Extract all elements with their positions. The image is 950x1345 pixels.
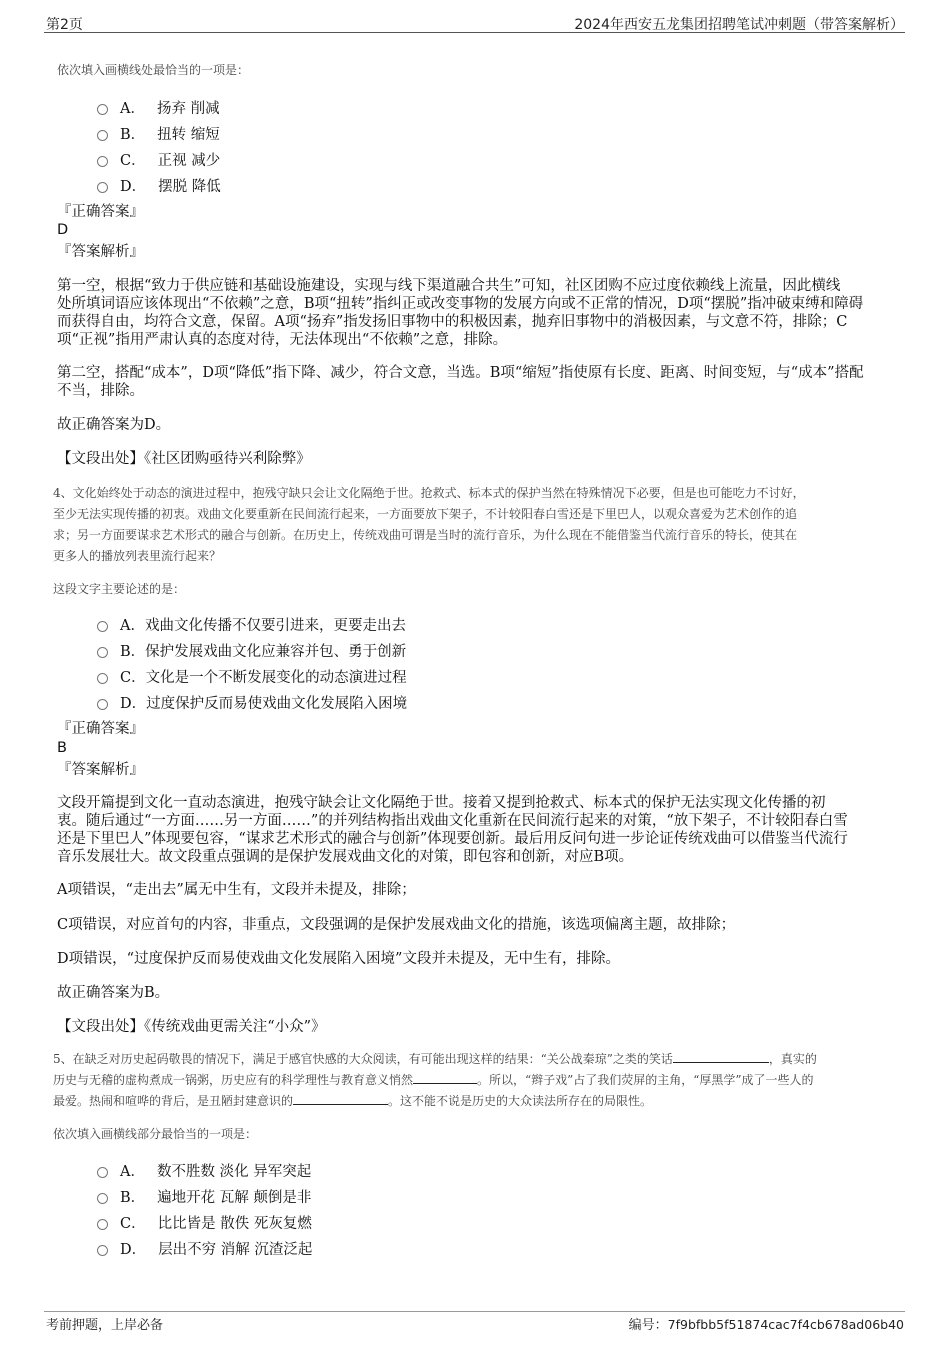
q4-option-d[interactable]: D． 过度保护反而易使戏曲文化发展陷入困境	[97, 692, 407, 713]
q4-answer-label: 『正确答案』	[57, 721, 144, 737]
footer-slogan: 考前押题，上岸必备	[46, 1318, 164, 1333]
q5-prompt: 依次填入画横线部分最恰当的一项是：	[53, 1127, 258, 1141]
answer-blank-1	[673, 1050, 769, 1063]
answer-blank-3	[293, 1092, 388, 1105]
q4-answer: B	[57, 740, 67, 756]
q4-analysis-para-1: 文段开篇提到文化一直动态演进，抱残守缺会让文化隔绝于世。接着又提到抢救式、标本式的保护无法实现文化传播的初 衷。随后通过“一方面……另一方面……”的并列结构指出戏曲文化重新在民间流行起来的对策，“放下架子，不计较阳春白雪 还是下里巴人”体现要包容，“谋求艺术形式的融合与创新”体现要创新。最后用反问句进一步论证传统戏曲可以借鉴当代流行 音乐发展壮大。故文段重点强调的是保护发展戏曲文化的对策，即包容和创新，对应B项。	[57, 795, 848, 865]
q3-conclusion: 故正确答案为D。	[57, 417, 171, 433]
q3-prompt: 依次填入画横线处最恰当的一项是：	[57, 63, 250, 77]
page-number: 第2页	[46, 17, 83, 33]
q4-analysis-c: C项错误，对应首句的内容，非重点，文段强调的是保护发展戏曲文化的措施，该选项偏离主题，故排除；	[57, 917, 736, 933]
radio-icon[interactable]	[97, 130, 108, 141]
q4-option-c[interactable]: C． 文化是一个不断发展变化的动态演进过程	[97, 666, 407, 687]
radio-icon[interactable]	[97, 647, 108, 658]
q3-answer-label: 『正确答案』	[57, 204, 144, 220]
radio-icon[interactable]	[97, 1167, 108, 1178]
q3-analysis-label: 『答案解析』	[57, 244, 144, 260]
q3-answer: D	[57, 222, 69, 238]
q3-option-a[interactable]: A． 扬弃 削减	[97, 97, 220, 118]
q5-option-a[interactable]: A． 数不胜数 淡化 异军突起	[97, 1160, 311, 1181]
document-title: 2024年西安五龙集团招聘笔试冲刺题（带答案解析）	[574, 17, 904, 33]
q4-conclusion: 故正确答案为B。	[57, 985, 170, 1001]
radio-icon[interactable]	[97, 104, 108, 115]
q3-analysis-para-1: 第一空，根据“致力于供应链和基础设施建设，实现与线下渠道融合共生”可知，社区团购不应过度依赖线上流量，因此横线 处所填词语应该体现出“不依赖”之意，B项“扭转”指纠正或改变事物的发展方向或不正常的情况，D项“摆脱”指冲破束缚和障碍 而获得自由，均符合文意，保留。A项“扬弃”指发扬旧事物中的积极因素，抛弃旧事物中的消极因素，与文意不符，排除；C 项“正视”指用严肃认真的态度对待，无法体现出“不依赖”之意，排除。	[57, 278, 864, 348]
q5-option-d[interactable]: D． 层出不穷 消解 沉渣泛起	[97, 1238, 312, 1259]
q5-option-b[interactable]: B． 遍地开花 瓦解 颠倒是非	[97, 1186, 311, 1207]
q3-option-d[interactable]: D． 摆脱 降低	[97, 175, 221, 196]
q4-analysis-label: 『答案解析』	[57, 762, 144, 778]
q4-option-a[interactable]: A． 戏曲文化传播不仅要引进来，更要走出去	[97, 614, 406, 635]
header-divider	[44, 32, 905, 33]
footer-code: 编号：7f9bfbb5f51874cac7f4cb678ad06b40	[628, 1317, 904, 1333]
q4-passage: 4、文化始终处于动态的演进过程中，抱残守缺只会让文化隔绝于世。抢救式、标本式的保护当然在特殊情况下必要，但是也可能吃力不讨好， 至少无法实现传播的初衷。戏曲文化要重新在民间流行起来，一方面要放下架子，不计较阳春白雪还是下里巴人，以观众喜爱为艺术创作的追 求；另一方面要谋求艺术形式的融合与创新。在历史上，传统戏曲可谓是当时的流行音乐，为什么现在不能借鉴当代流行音乐的特长，使其在 更多人的播放列表里流行起来？	[53, 486, 805, 563]
radio-icon[interactable]	[97, 1219, 108, 1230]
q3-option-c[interactable]: C． 正视 减少	[97, 149, 220, 170]
footer-divider	[44, 1311, 905, 1312]
q4-option-b[interactable]: B． 保护发展戏曲文化应兼容并包、勇于创新	[97, 640, 406, 661]
radio-icon[interactable]	[97, 699, 108, 710]
q3-source: 【文段出处】《社区团购亟待兴利除弊》	[57, 451, 311, 467]
q3-analysis-para-2: 第二空，搭配“成本”，D项“降低”指下降、减少，符合文意，当选。B项“缩短”指使原有长度、距离、时间变短，与“成本”搭配 不当，排除。	[57, 365, 864, 399]
radio-icon[interactable]	[97, 156, 108, 167]
q4-analysis-d: D项错误，“过度保护反而易使戏曲文化发展陷入困境”文段并未提及，无中生有，排除。	[57, 951, 620, 967]
radio-icon[interactable]	[97, 621, 108, 632]
radio-icon[interactable]	[97, 182, 108, 193]
q5-passage: 5、在缺乏对历史起码敬畏的情况下，满足于感官快感的大众阅读，有可能出现这样的结果：“关公战秦琼”之类的笑话 ，真实的 历史与无稽的虚构煮成一锅粥，历史应有的科学理性与教育意义悄然 。所以，“辫子戏”占了我们荧屏的主角，“厚黑学”成了一些人的 最爱。热闹和喧哗的背后，是丑陋封建意识的 。这不能不说是历史的大众读法所存在的局限性。	[53, 1052, 817, 1108]
q4-source: 【文段出处】《传统戏曲更需关注“小众”》	[57, 1019, 326, 1035]
radio-icon[interactable]	[97, 673, 108, 684]
q5-option-c[interactable]: C． 比比皆是 散佚 死灰复燃	[97, 1212, 312, 1233]
radio-icon[interactable]	[97, 1193, 108, 1204]
radio-icon[interactable]	[97, 1245, 108, 1256]
q4-prompt: 这段文字主要论述的是：	[53, 582, 186, 596]
q4-analysis-a: A项错误，“走出去”属无中生有，文段并未提及，排除；	[57, 882, 416, 898]
q3-option-b[interactable]: B． 扭转 缩短	[97, 123, 220, 144]
answer-blank-2	[413, 1071, 477, 1084]
